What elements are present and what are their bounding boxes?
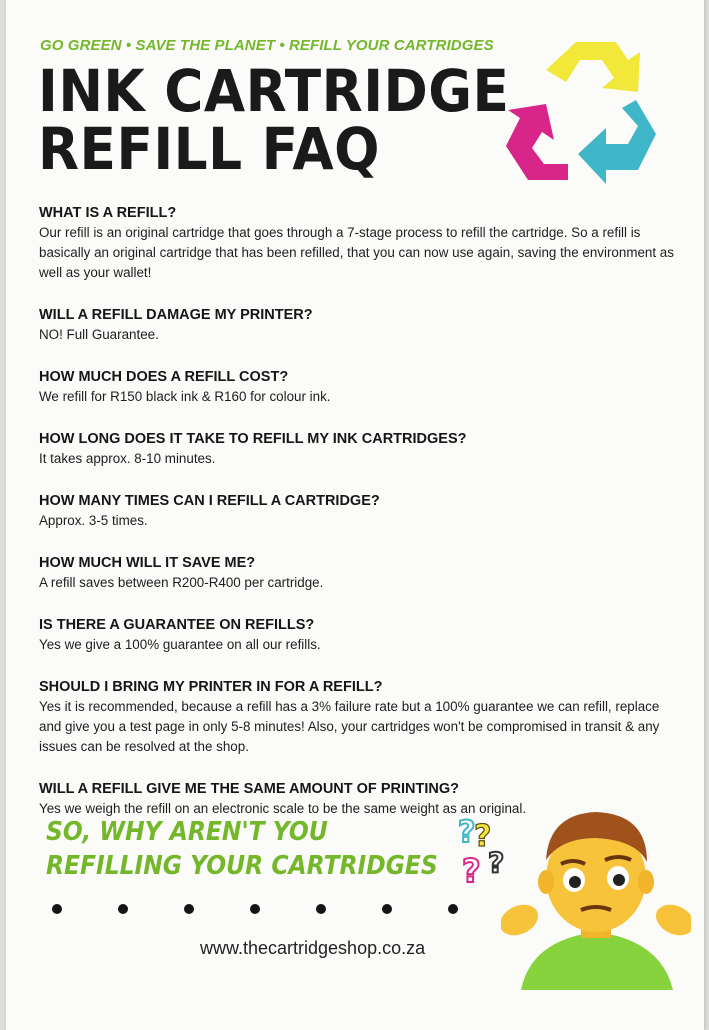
closing-line-2: REFILLING YOUR CARTRIDGES	[46, 851, 438, 881]
faq-question: WILL A REFILL GIVE ME THE SAME AMOUNT OF PRINTING?	[39, 781, 459, 797]
faq-question: IS THERE A GUARANTEE ON REFILLS?	[39, 617, 315, 633]
faq-answer: Our refill is an original cartridge that goes through a 7-stage process to refill the cartridge. So a refill is basically an original cartridge that has been refilled, that you can now use again, saving the environment as well as your wallet!	[39, 225, 674, 280]
divider-dot	[382, 904, 392, 914]
faq-item	[39, 204, 679, 283]
svg-text:?: ?	[462, 852, 481, 890]
divider-dot	[184, 904, 194, 914]
faq-answer: Yes it is recommended, because a refill has a 3% failure rate but a 100% guarantee we can refill, replace and give you a test page in only 5-8 minutes! Also, your cartridges won't be compromised in transit & any issues can be resolved at the shop.	[39, 699, 660, 754]
divider-dot	[448, 904, 458, 914]
divider-dot	[118, 904, 128, 914]
closing-question	[46, 815, 438, 883]
faq-answer: Yes we give a 100% guarantee on all our refills.	[39, 637, 321, 652]
flyer-page	[6, 0, 704, 1030]
faq-question: HOW MUCH WILL IT SAVE ME?	[39, 555, 256, 571]
faq-question: WILL A REFILL DAMAGE MY PRINTER?	[39, 307, 313, 323]
closing-line-1: SO, WHY AREN'T YOU	[46, 817, 328, 847]
recycle-icon	[488, 30, 673, 200]
faq-item	[39, 492, 679, 531]
divider-dot	[250, 904, 260, 914]
faq-item	[39, 430, 679, 469]
dot-divider	[52, 904, 458, 914]
title-line-2: REFILL FAQ	[38, 115, 381, 183]
faq-item	[39, 616, 679, 655]
divider-dot	[316, 904, 326, 914]
svg-text:?: ?	[488, 846, 505, 879]
faq-question: HOW LONG DOES IT TAKE TO REFILL MY INK CARTRIDGES?	[39, 431, 467, 447]
faq-answer: A refill saves between R200-R400 per cartridge.	[39, 575, 324, 590]
shrugging-emoji-icon	[501, 800, 691, 990]
faq-answer: We refill for R150 black ink & R160 for colour ink.	[39, 389, 331, 404]
faq-question: HOW MANY TIMES CAN I REFILL A CARTRIDGE?	[39, 493, 380, 509]
svg-text:?: ?	[458, 815, 476, 850]
divider-dot	[52, 904, 62, 914]
faq-item	[39, 306, 679, 345]
svg-text:?: ?	[474, 819, 492, 854]
faq-question: HOW MUCH DOES A REFILL COST?	[39, 369, 289, 385]
faq-answer: It takes approx. 8-10 minutes.	[39, 451, 216, 466]
faq-answer: NO! Full Guarantee.	[39, 327, 159, 342]
faq-list	[39, 204, 679, 842]
faq-question: SHOULD I BRING MY PRINTER IN FOR A REFILL?	[39, 679, 383, 695]
faq-item	[39, 368, 679, 407]
tagline: GO GREEN • SAVE THE PLANET • REFILL YOUR CARTRIDGES	[40, 37, 494, 54]
title-line-1: INK CARTRIDGE	[38, 57, 510, 125]
faq-question: WHAT IS A REFILL?	[39, 205, 177, 221]
faq-answer: Approx. 3-5 times.	[39, 513, 148, 528]
faq-item	[39, 678, 679, 757]
website-link[interactable]: www.thecartridgeshop.co.za	[200, 938, 426, 958]
faq-answer: Yes we weigh the refill on an electronic scale to be the same weight as an original.	[39, 801, 527, 816]
page-title	[38, 57, 510, 183]
faq-item	[39, 554, 679, 593]
